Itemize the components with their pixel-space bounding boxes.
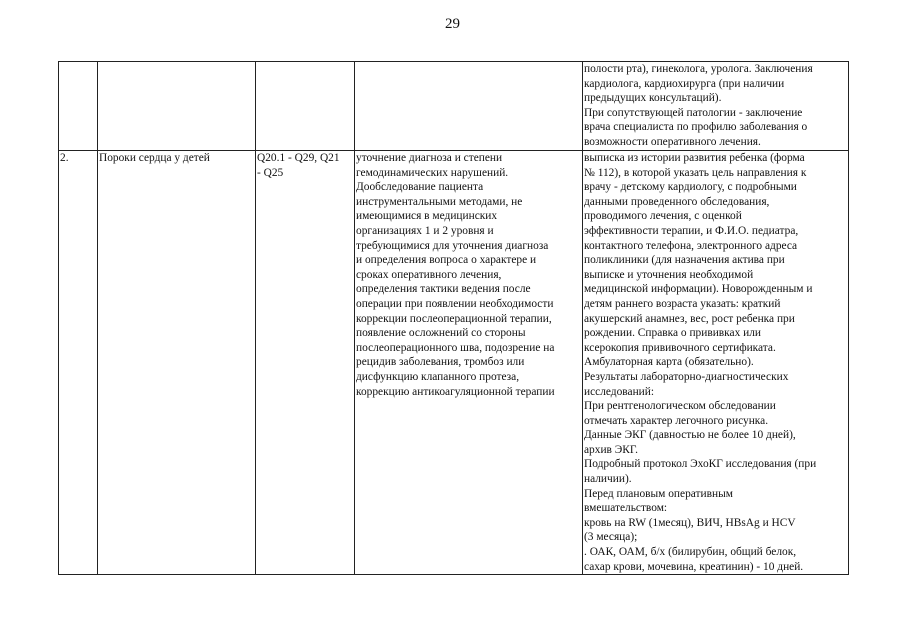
text-line: отмечать характер легочного рисунка.: [584, 414, 769, 427]
icd-codes-cell: [256, 62, 355, 151]
text-line: . ОАК, ОАМ, б/х (билирубин, общий белок,: [584, 546, 797, 559]
text-line: организациях 1 и 2 уровня и: [356, 224, 494, 237]
text-line: выписка из истории развития ребенка (форма: [584, 152, 805, 164]
text-line: эффективности терапии, и Ф.И.О. педиатра,: [584, 224, 799, 237]
text-line: врачу - детскому кардиологу, с подробными: [584, 181, 797, 194]
text-line: и определения вопроса о характере и: [356, 254, 537, 267]
text-line: имеющимися в медицинских: [356, 210, 498, 223]
table-row: [59, 151, 849, 575]
text-line: Q20.1 - Q29, Q21: [257, 152, 340, 164]
text-line: инструментальными методами, не: [356, 195, 523, 208]
icd-codes-cell: [256, 151, 355, 575]
table-row: [59, 62, 849, 151]
text-line: Перед плановым оперативным: [584, 487, 733, 500]
disease-name-cell: [98, 62, 256, 151]
text-line: Данные ЭКГ (давностью не более 10 дней),: [584, 429, 796, 442]
text-line: кровь на RW (1месяц), ВИЧ, HBsAg и HCV: [584, 516, 796, 529]
text-line: кардиолога, кардиохирурга (при наличии: [584, 77, 785, 90]
text-line: коррекции послеоперационной терапии,: [356, 312, 552, 325]
text-line: рождении. Справка о прививках или: [584, 327, 762, 340]
text-line: уточнение диагноза и степени: [356, 152, 503, 164]
text-line: - Q25: [257, 166, 284, 179]
required-documents-cell: [583, 151, 849, 575]
text-line: данными проведенного обследования,: [584, 195, 770, 208]
text-line: Результаты лабораторно-диагностических: [584, 370, 789, 383]
text-line: № 112), в которой указать цель направления к: [584, 166, 807, 179]
text-line: появление осложнений со стороны: [356, 327, 526, 340]
text-line: исследований:: [584, 385, 655, 398]
text-line: Дообследование пациента: [356, 181, 484, 194]
text-line: детям раннего возраста указать: краткий: [584, 297, 781, 310]
text-line: врача специалиста по профилю заболевания о: [584, 121, 808, 134]
text-line: При сопутствующей патологии - заключение: [584, 106, 803, 119]
disease-name-cell: Пороки сердца у детей: [98, 151, 256, 575]
referral-table: [58, 61, 849, 575]
indications-cell: [355, 151, 583, 575]
text-line: возможности оперативного лечения.: [584, 135, 761, 148]
text-line: ксерокопия прививочного сертификата.: [584, 341, 776, 354]
text-line: послеоперационного шва, подозрение на: [356, 341, 555, 354]
required-documents-cell: [583, 62, 849, 151]
text-line: гемодинамических нарушений.: [356, 166, 509, 179]
text-line: вмешательством:: [584, 502, 668, 515]
text-line: При рентгенологическом обследовании: [584, 400, 776, 413]
text-line: сроках оперативного лечения,: [356, 268, 502, 281]
text-line: Амбулаторная карта (обязательно).: [584, 356, 754, 369]
text-line: контактного телефона, электронного адреса: [584, 239, 798, 252]
text-line: акушерский анамнез, вес, рост ребенка при: [584, 312, 795, 325]
indications-cell: [355, 62, 583, 151]
text-line: наличии).: [584, 473, 632, 486]
row-number-cell: [59, 62, 98, 151]
text-line: предыдущих консультаций).: [584, 92, 722, 105]
text-line: операции при появлении необходимости: [356, 297, 554, 310]
text-line: архив ЭКГ.: [584, 443, 639, 456]
text-line: полости рта), гинеколога, уролога. Заключения: [584, 63, 813, 75]
text-line: поликлиники (для назначения актива при: [584, 254, 785, 267]
text-line: требующимися для уточнения диагноза: [356, 239, 549, 252]
text-line: выписке и уточнения необходимой: [584, 268, 754, 281]
text-line: (3 месяца);: [584, 531, 638, 544]
text-line: медицинской информации). Новорожденным и: [584, 283, 813, 296]
row-number-cell: 2.: [59, 151, 98, 575]
text-line: коррекцию антикоагуляционной терапии: [356, 385, 555, 398]
text-line: Подробный протокол ЭхоКГ исследования (при: [584, 458, 817, 471]
text-line: определения тактики ведения после: [356, 283, 531, 296]
text-line: проводимого лечения, с оценкой: [584, 210, 742, 223]
text-line: рецидив заболевания, тромбоз или: [356, 356, 525, 369]
page-number: 29: [445, 16, 460, 32]
text-line: сахар крови, мочевина, креатинин) - 10 дней.: [584, 560, 804, 573]
text-line: дисфункцию клапанного протеза,: [356, 370, 520, 383]
